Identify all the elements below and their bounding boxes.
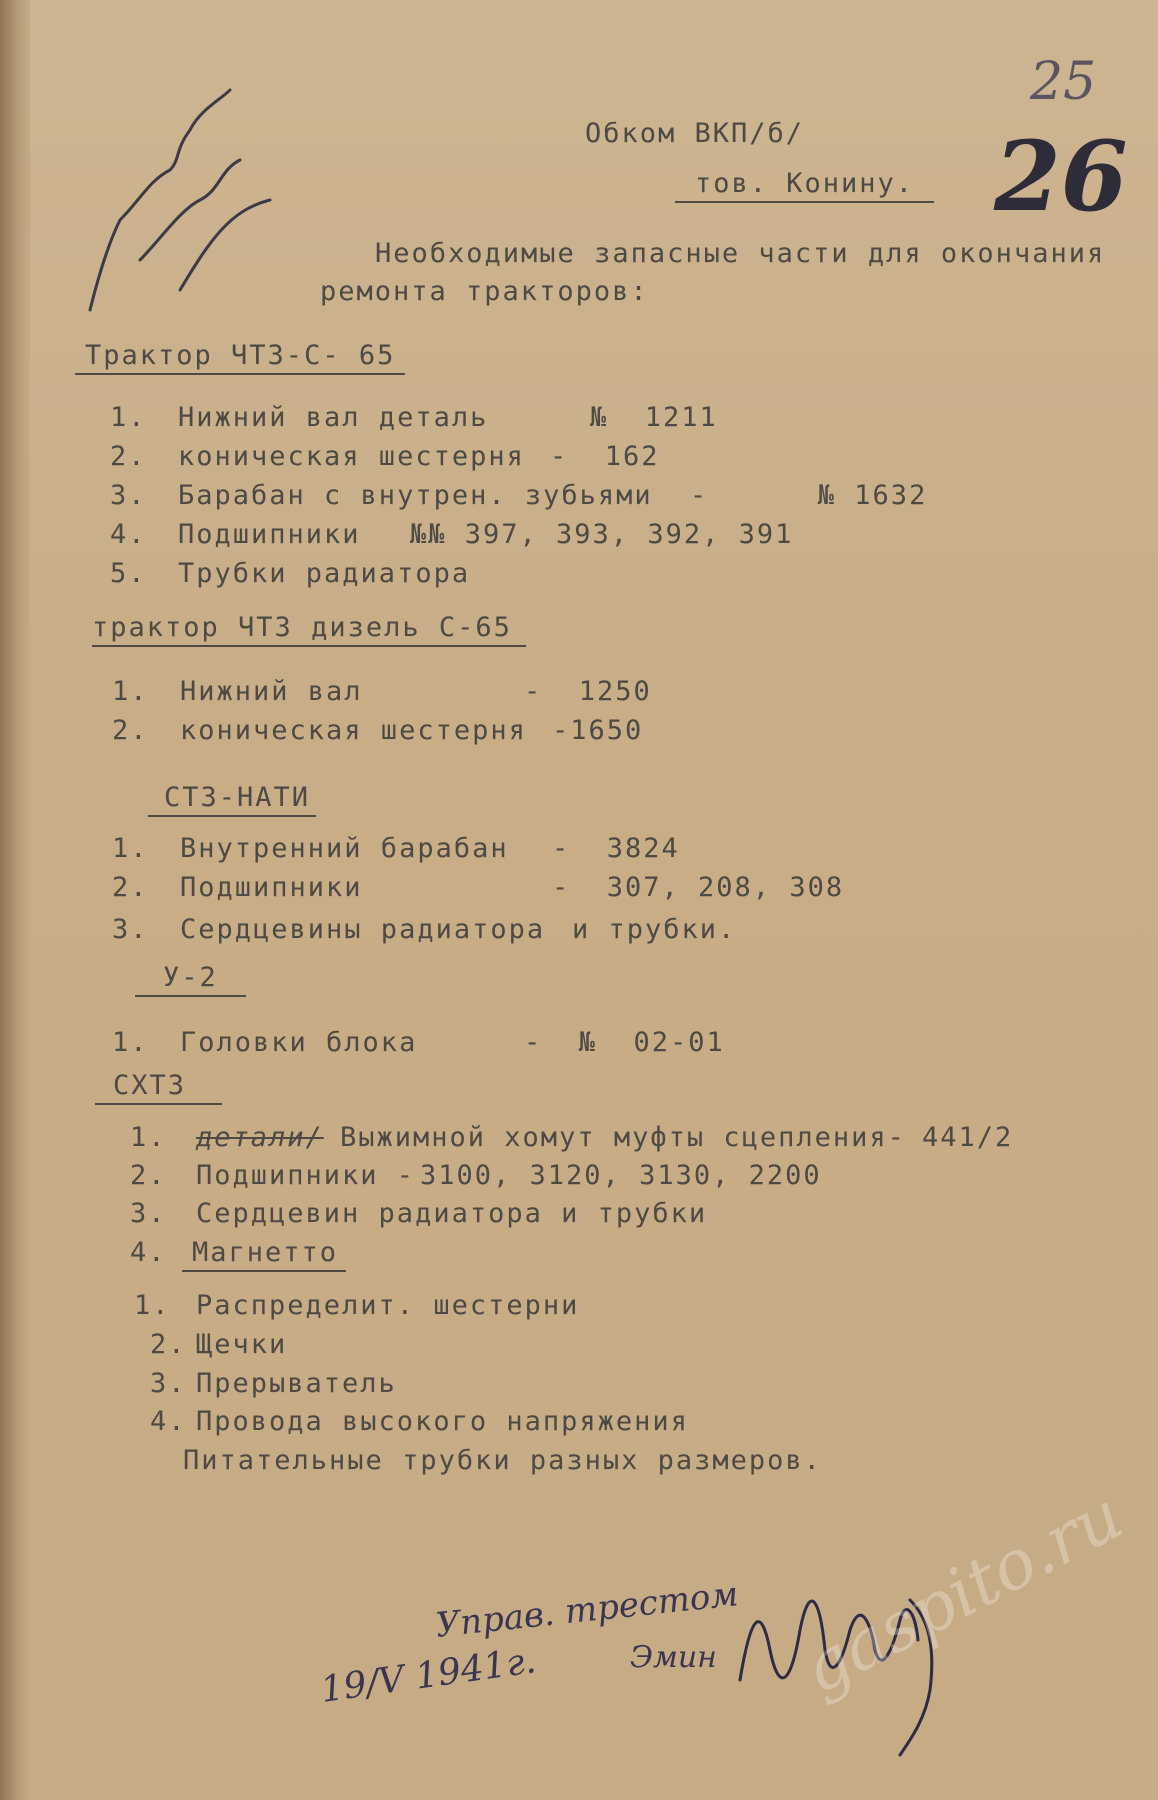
signature-title: Управ. трестом: [433, 1574, 741, 1646]
section-title-4: У-2: [135, 962, 246, 997]
item-code: - 1250: [524, 676, 652, 707]
item-text: Головки блока: [180, 1027, 418, 1058]
list-item: [150, 1329, 1050, 1363]
item-text: Подшипники: [178, 519, 361, 550]
item-text: Распределит. шестерни: [196, 1290, 580, 1321]
item-number: 3.: [112, 914, 149, 945]
item-text: Нижний вал деталь: [178, 402, 489, 433]
item-code: - 3824: [552, 833, 680, 864]
item-number: 2.: [110, 441, 147, 472]
page-number-top: 25: [1030, 52, 1097, 112]
item-text: Внутренний барабан: [180, 833, 509, 864]
item-text: Нижний вал: [180, 676, 363, 707]
section-title-3: СТЗ-НАТИ: [148, 782, 316, 817]
page-binding-edge: [0, 0, 30, 1800]
footer-note: Питательные трубки разных размеров.: [183, 1445, 822, 1476]
list-item: [112, 1027, 1012, 1061]
subject-line-2: ремонта тракторов:: [320, 276, 649, 307]
item-code: и трубки.: [572, 914, 737, 945]
list-item: [110, 558, 1010, 592]
item-text: Провода высокого напряжения: [196, 1406, 689, 1437]
list-item: [112, 833, 1012, 867]
signature-date: 19/V 1941г.: [318, 1640, 539, 1711]
item-text: коническая шестерня: [178, 441, 525, 472]
item-text: Магнетто: [182, 1237, 346, 1272]
item-text: Выжимной хомут муфты сцепления-: [340, 1122, 906, 1153]
item-text: Подшипники: [180, 872, 363, 903]
item-number: 4.: [130, 1237, 167, 1268]
list-item: [110, 441, 1010, 475]
addressee-line-1: Обком ВКП/б/: [585, 118, 805, 149]
item-text: Трубки радиатора: [178, 558, 471, 589]
item-number: 2.: [130, 1160, 167, 1191]
subject-line-1: Необходимые запасные части для окончания: [375, 238, 1106, 269]
item-code: - № 02-01: [524, 1027, 725, 1058]
item-number: 1.: [134, 1290, 171, 1321]
list-item: [112, 676, 1012, 710]
item-number: 1.: [112, 833, 149, 864]
list-item: [134, 1290, 1034, 1324]
item-number: 2.: [112, 715, 149, 746]
signature-title-2: Эмин: [630, 1640, 717, 1675]
item-code: 441/2: [922, 1122, 1014, 1153]
item-code: - 307, 208, 308: [552, 872, 845, 903]
list-item: [150, 1406, 1050, 1440]
item-struck-word: детали/: [196, 1122, 324, 1153]
item-number: 1.: [110, 402, 147, 433]
item-number: 1.: [112, 1027, 149, 1058]
item-number: 4.: [110, 519, 147, 550]
item-code: -1650: [552, 715, 644, 746]
item-number: 2.: [150, 1329, 187, 1360]
list-item: [130, 1160, 1050, 1194]
item-number: 1.: [112, 676, 149, 707]
list-item: [110, 480, 1070, 514]
document-page: [30, 0, 1158, 1800]
item-number: 5.: [110, 558, 147, 589]
item-code: - 162: [550, 441, 660, 472]
list-item: [130, 1237, 1050, 1273]
item-code: № 1211: [590, 402, 718, 433]
list-item: [112, 914, 1012, 948]
list-item: [130, 1122, 1050, 1156]
item-number: 3.: [110, 480, 147, 511]
item-text: Сердцевин радиатора и трубки: [196, 1198, 708, 1229]
addressee-line-2: тов. Конину.: [675, 168, 934, 203]
list-item: [110, 519, 1010, 553]
item-code: №№ 397, 393, 392, 391: [410, 519, 794, 550]
item-number: 3.: [150, 1368, 187, 1399]
item-number: 3.: [130, 1198, 167, 1229]
page-number-main: 26: [994, 120, 1128, 233]
section-title-1: Трактор ЧТЗ-С- 65: [75, 340, 405, 375]
section-title-5: СХТЗ: [95, 1070, 222, 1105]
item-text: Сердцевины радиатора: [180, 914, 546, 945]
list-item: [112, 872, 1012, 906]
watermark: gaspito.ru: [790, 1476, 1136, 1710]
item-text: Прерыватель: [196, 1368, 397, 1399]
list-item: [110, 402, 1010, 436]
list-item: [112, 715, 1012, 749]
item-number: 1.: [130, 1122, 167, 1153]
item-text: Подшипники -: [196, 1160, 416, 1191]
item-text: Барабан с внутрен. зубьями: [178, 480, 653, 511]
item-number: 2.: [112, 872, 149, 903]
item-code: 3100, 3120, 3130, 2200: [420, 1160, 822, 1191]
section-title-2: трактор ЧТЗ дизель С-65: [92, 612, 526, 647]
resolution-scribble: [80, 90, 280, 320]
item-code: - № 1632: [690, 480, 928, 511]
item-number: 4.: [150, 1406, 187, 1437]
list-item: [150, 1368, 1050, 1402]
item-text: Щечки: [196, 1329, 288, 1360]
item-text: коническая шестерня: [180, 715, 527, 746]
list-item: [130, 1198, 1050, 1232]
